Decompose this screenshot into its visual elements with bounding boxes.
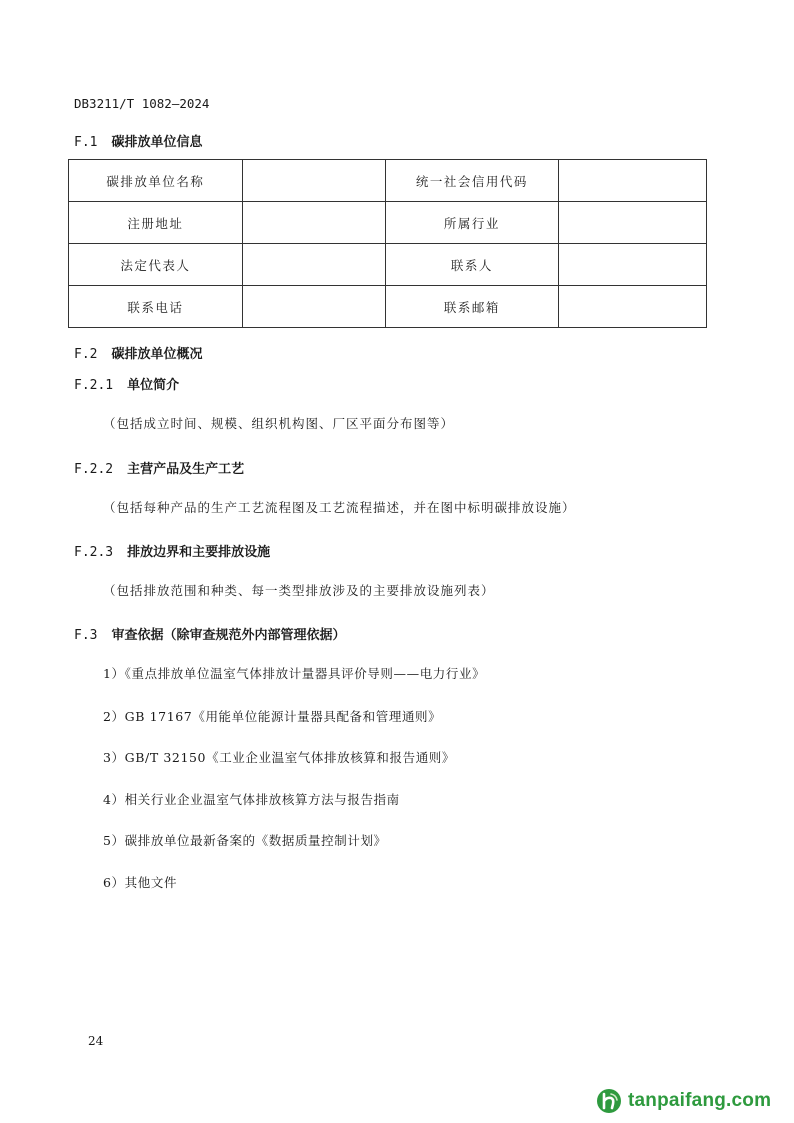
table-row xyxy=(69,202,707,244)
section-number: F.2.2 xyxy=(74,462,114,477)
table-value-cell xyxy=(242,202,385,244)
section-title: 主营产品及生产工艺 xyxy=(127,462,245,477)
table-row xyxy=(69,286,707,328)
section-heading-f3 xyxy=(74,624,346,643)
watermark-text: tanpaifang.com xyxy=(628,1090,772,1111)
section-number: F.2.1 xyxy=(74,378,114,393)
list-item: 5）碳排放单位最新备案的《数据质量控制计划》 xyxy=(103,833,387,848)
table-label-cell: 所属行业 xyxy=(385,202,559,244)
list-item: 3）GB/T 32150《工业企业温室气体排放核算和报告通则》 xyxy=(103,750,456,765)
table-value-cell xyxy=(242,160,385,202)
list-item: 6）其他文件 xyxy=(103,875,178,890)
list-item: 1）《重点排放单位温室气体排放计量器具评价导则——电力行业》 xyxy=(103,666,486,681)
list-item: 2）GB 17167《用能单位能源计量器具配备和管理通则》 xyxy=(103,709,442,724)
table-row xyxy=(69,160,707,202)
section-title: 单位简介 xyxy=(127,378,180,393)
section-body-f2-2: （包括每种产品的生产工艺流程图及工艺流程描述，并在图中标明碳排放设施） xyxy=(103,500,576,515)
section-title: 碳排放单位信息 xyxy=(111,135,203,150)
section-number: F.2 xyxy=(74,347,98,362)
table-label-cell: 联系人 xyxy=(385,244,559,286)
document-code: DB3211/T 1082—2024 xyxy=(74,96,210,111)
section-heading-f2-3 xyxy=(74,541,270,560)
section-number: F.2.3 xyxy=(74,545,114,560)
section-body-f2-1: （包括成立时间、规模、组织机构图、厂区平面分布图等） xyxy=(103,416,455,431)
tanpaifang-logo-icon xyxy=(596,1088,622,1114)
table-value-cell xyxy=(559,244,707,286)
table-label-cell: 碳排放单位名称 xyxy=(69,160,243,202)
watermark xyxy=(596,1088,771,1114)
table-value-cell xyxy=(559,160,707,202)
table-label-cell: 统一社会信用代码 xyxy=(385,160,559,202)
table-value-cell xyxy=(242,286,385,328)
page-number: 24 xyxy=(88,1034,104,1048)
table-value-cell xyxy=(242,244,385,286)
section-heading-f2-2 xyxy=(74,458,244,477)
section-heading-f2 xyxy=(74,343,203,362)
table-label-cell: 注册地址 xyxy=(69,202,243,244)
section-title: 排放边界和主要排放设施 xyxy=(127,545,271,560)
table-label-cell: 联系电话 xyxy=(69,286,243,328)
table-value-cell xyxy=(559,202,707,244)
section-title: 审查依据（除审查规范外内部管理依据） xyxy=(111,628,346,643)
section-number: F.3 xyxy=(74,628,98,643)
section-title: 碳排放单位概况 xyxy=(111,347,203,362)
table-label-cell: 联系邮箱 xyxy=(385,286,559,328)
section-heading-f2-1 xyxy=(74,374,179,393)
section-heading-f1 xyxy=(74,131,203,150)
section-number: F.1 xyxy=(74,135,98,150)
table-label-cell: 法定代表人 xyxy=(69,244,243,286)
unit-info-table xyxy=(68,159,707,328)
section-body-f2-3: （包括排放范围和种类、每一类型排放涉及的主要排放设施列表） xyxy=(103,583,495,598)
table-value-cell xyxy=(559,286,707,328)
table-row xyxy=(69,244,707,286)
list-item: 4）相关行业企业温室气体排放核算方法与报告指南 xyxy=(103,792,400,807)
